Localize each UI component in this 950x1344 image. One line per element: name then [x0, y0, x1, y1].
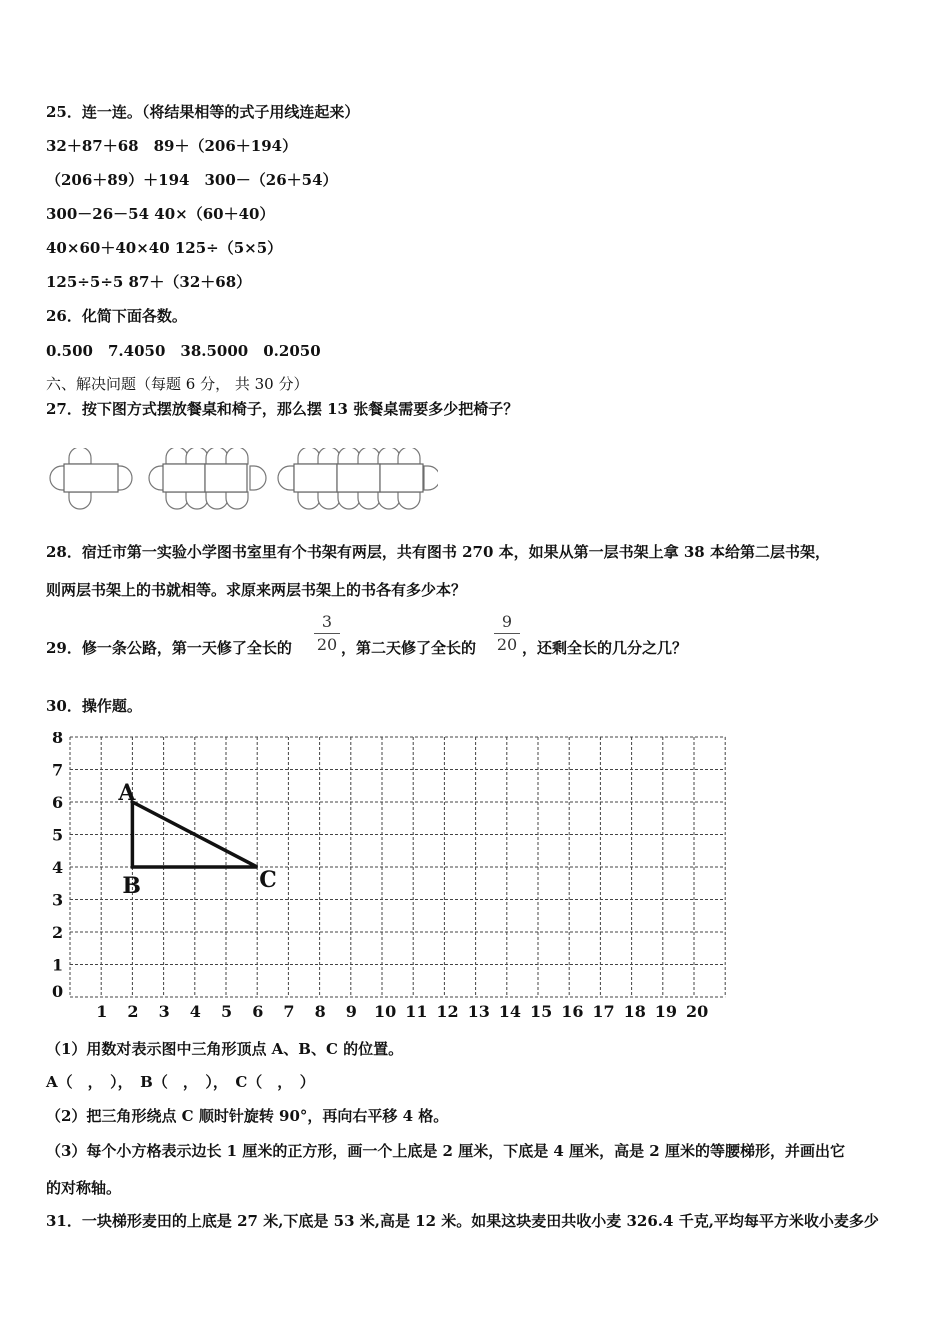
x-axis-label: 16 [561, 1002, 584, 1021]
q30-sub-1: （1）用数对表示图中三角形顶点 A、B、C 的位置。 [46, 1040, 404, 1058]
q26-title: 26．化简下面各数。 [46, 307, 187, 325]
table-group-3 [278, 448, 438, 509]
q27-text: 27．按下图方式摆放餐桌和椅子，那么摆 13 张餐桌需要多少把椅子？ [46, 400, 519, 418]
vertex-label-a: A [118, 780, 136, 806]
q30-sub-2: （2）把三角形绕点 C 顺时针旋转 90°，再向右平移 4 格。 [46, 1107, 449, 1125]
q26-numbers: 0.500 7.4050 38.5000 0.2050 [46, 342, 321, 360]
x-axis-label: 19 [654, 1002, 678, 1021]
q29-fraction-1-den: 20 [316, 635, 338, 654]
x-axis-label: 9 [345, 1002, 357, 1021]
q28-line-1: 28．宿迁市第一实验小学图书室里有个书架有两层，共有图书 270 本，如果从第一层书架上拿 38 本给第二层书架， [46, 543, 830, 561]
x-axis-label: 13 [467, 1002, 490, 1021]
y-axis-label: 8 [52, 732, 64, 747]
vertex-label-c: C [259, 867, 277, 893]
q29-part-1: 29．修一条公路，第一天修了全长的 [46, 639, 292, 657]
x-axis-label: 5 [221, 1002, 233, 1021]
y-axis-label: 3 [52, 890, 64, 910]
q29-part-3: ，还剩全长的几分之几？ [522, 639, 688, 657]
x-axis-label: 12 [436, 1002, 459, 1021]
y-axis-label: 0 [52, 982, 64, 1001]
q29-fraction-1-num: 3 [321, 612, 333, 631]
q29-fraction-2-num: 9 [501, 612, 513, 631]
x-axis-label: 14 [498, 1002, 522, 1021]
q25-row-2: （206＋89）＋194 300－（26＋54） [46, 171, 338, 189]
x-axis-label: 2 [127, 1002, 139, 1021]
q25-row-5: 125÷5÷5 87＋（32＋68） [46, 273, 252, 291]
x-axis-label: 6 [252, 1002, 264, 1021]
q29-fraction-2 [494, 612, 520, 655]
q30-sub-3-line-2: 的对称轴。 [46, 1179, 122, 1197]
x-axis-label: 15 [530, 1002, 553, 1021]
q29-fraction-1 [314, 612, 340, 655]
vertex-label-b: B [122, 873, 142, 899]
y-axis-label: 1 [52, 955, 64, 975]
table-group-1 [50, 448, 132, 509]
x-axis-label: 7 [283, 1002, 295, 1021]
q30-answer-line: A（ ， ）， B（ ， ）， C（ ， ） [46, 1073, 315, 1091]
x-axis-label: 3 [158, 1002, 170, 1021]
q29-fraction-2-den: 20 [496, 635, 518, 654]
tables-chairs-figure [44, 448, 438, 512]
q25-row-1: 32＋87＋68 89＋（206＋194） [46, 137, 298, 155]
x-axis-label: 10 [374, 1002, 397, 1021]
x-axis-label: 18 [623, 1002, 646, 1021]
x-axis-label: 20 [686, 1002, 709, 1021]
y-axis-label: 4 [52, 858, 64, 877]
q28-line-2: 则两层书架上的书就相等。求原来两层书架上的书各有多少本？ [46, 581, 467, 599]
section-6-heading: 六、解决问题（每题 6 分， 共 30 分） [46, 375, 309, 393]
y-axis-label: 6 [52, 793, 64, 812]
x-axis-label: 4 [189, 1002, 201, 1021]
q30-title: 30．操作题。 [46, 697, 142, 715]
x-axis-label: 17 [592, 1002, 615, 1021]
q31-text: 31．一块梯形麦田的上底是 27 米,下底是 53 米,高是 12 米。如果这块麦田共收小麦 326.4 千克,平均每平方米收小麦多少 [46, 1212, 879, 1230]
x-axis-label: 8 [314, 1002, 326, 1021]
y-axis-label: 7 [52, 760, 64, 780]
q30-sub-3-line-1: （3）每个小方格表示边长 1 厘米的正方形，画一个上底是 2 厘米，下底是 4 厘米，高是 2 厘米的等腰梯形，并画出它 [46, 1142, 845, 1160]
q25-row-3: 300－26－54 40×（60＋40） [46, 205, 275, 223]
q29-part-2: ，第二天修了全长的 [341, 639, 477, 657]
table-group-2 [149, 448, 266, 509]
y-axis-label: 5 [52, 825, 64, 845]
q25-title: 25．连一连。（将结果相等的式子用线连起来） [46, 103, 360, 121]
y-axis-label: 2 [52, 923, 64, 942]
coordinate-grid [40, 732, 740, 1022]
x-axis-label: 1 [96, 1002, 108, 1021]
x-axis-label: 11 [405, 1002, 428, 1021]
q25-row-4: 40×60＋40×40 125÷（5×5） [46, 239, 283, 257]
